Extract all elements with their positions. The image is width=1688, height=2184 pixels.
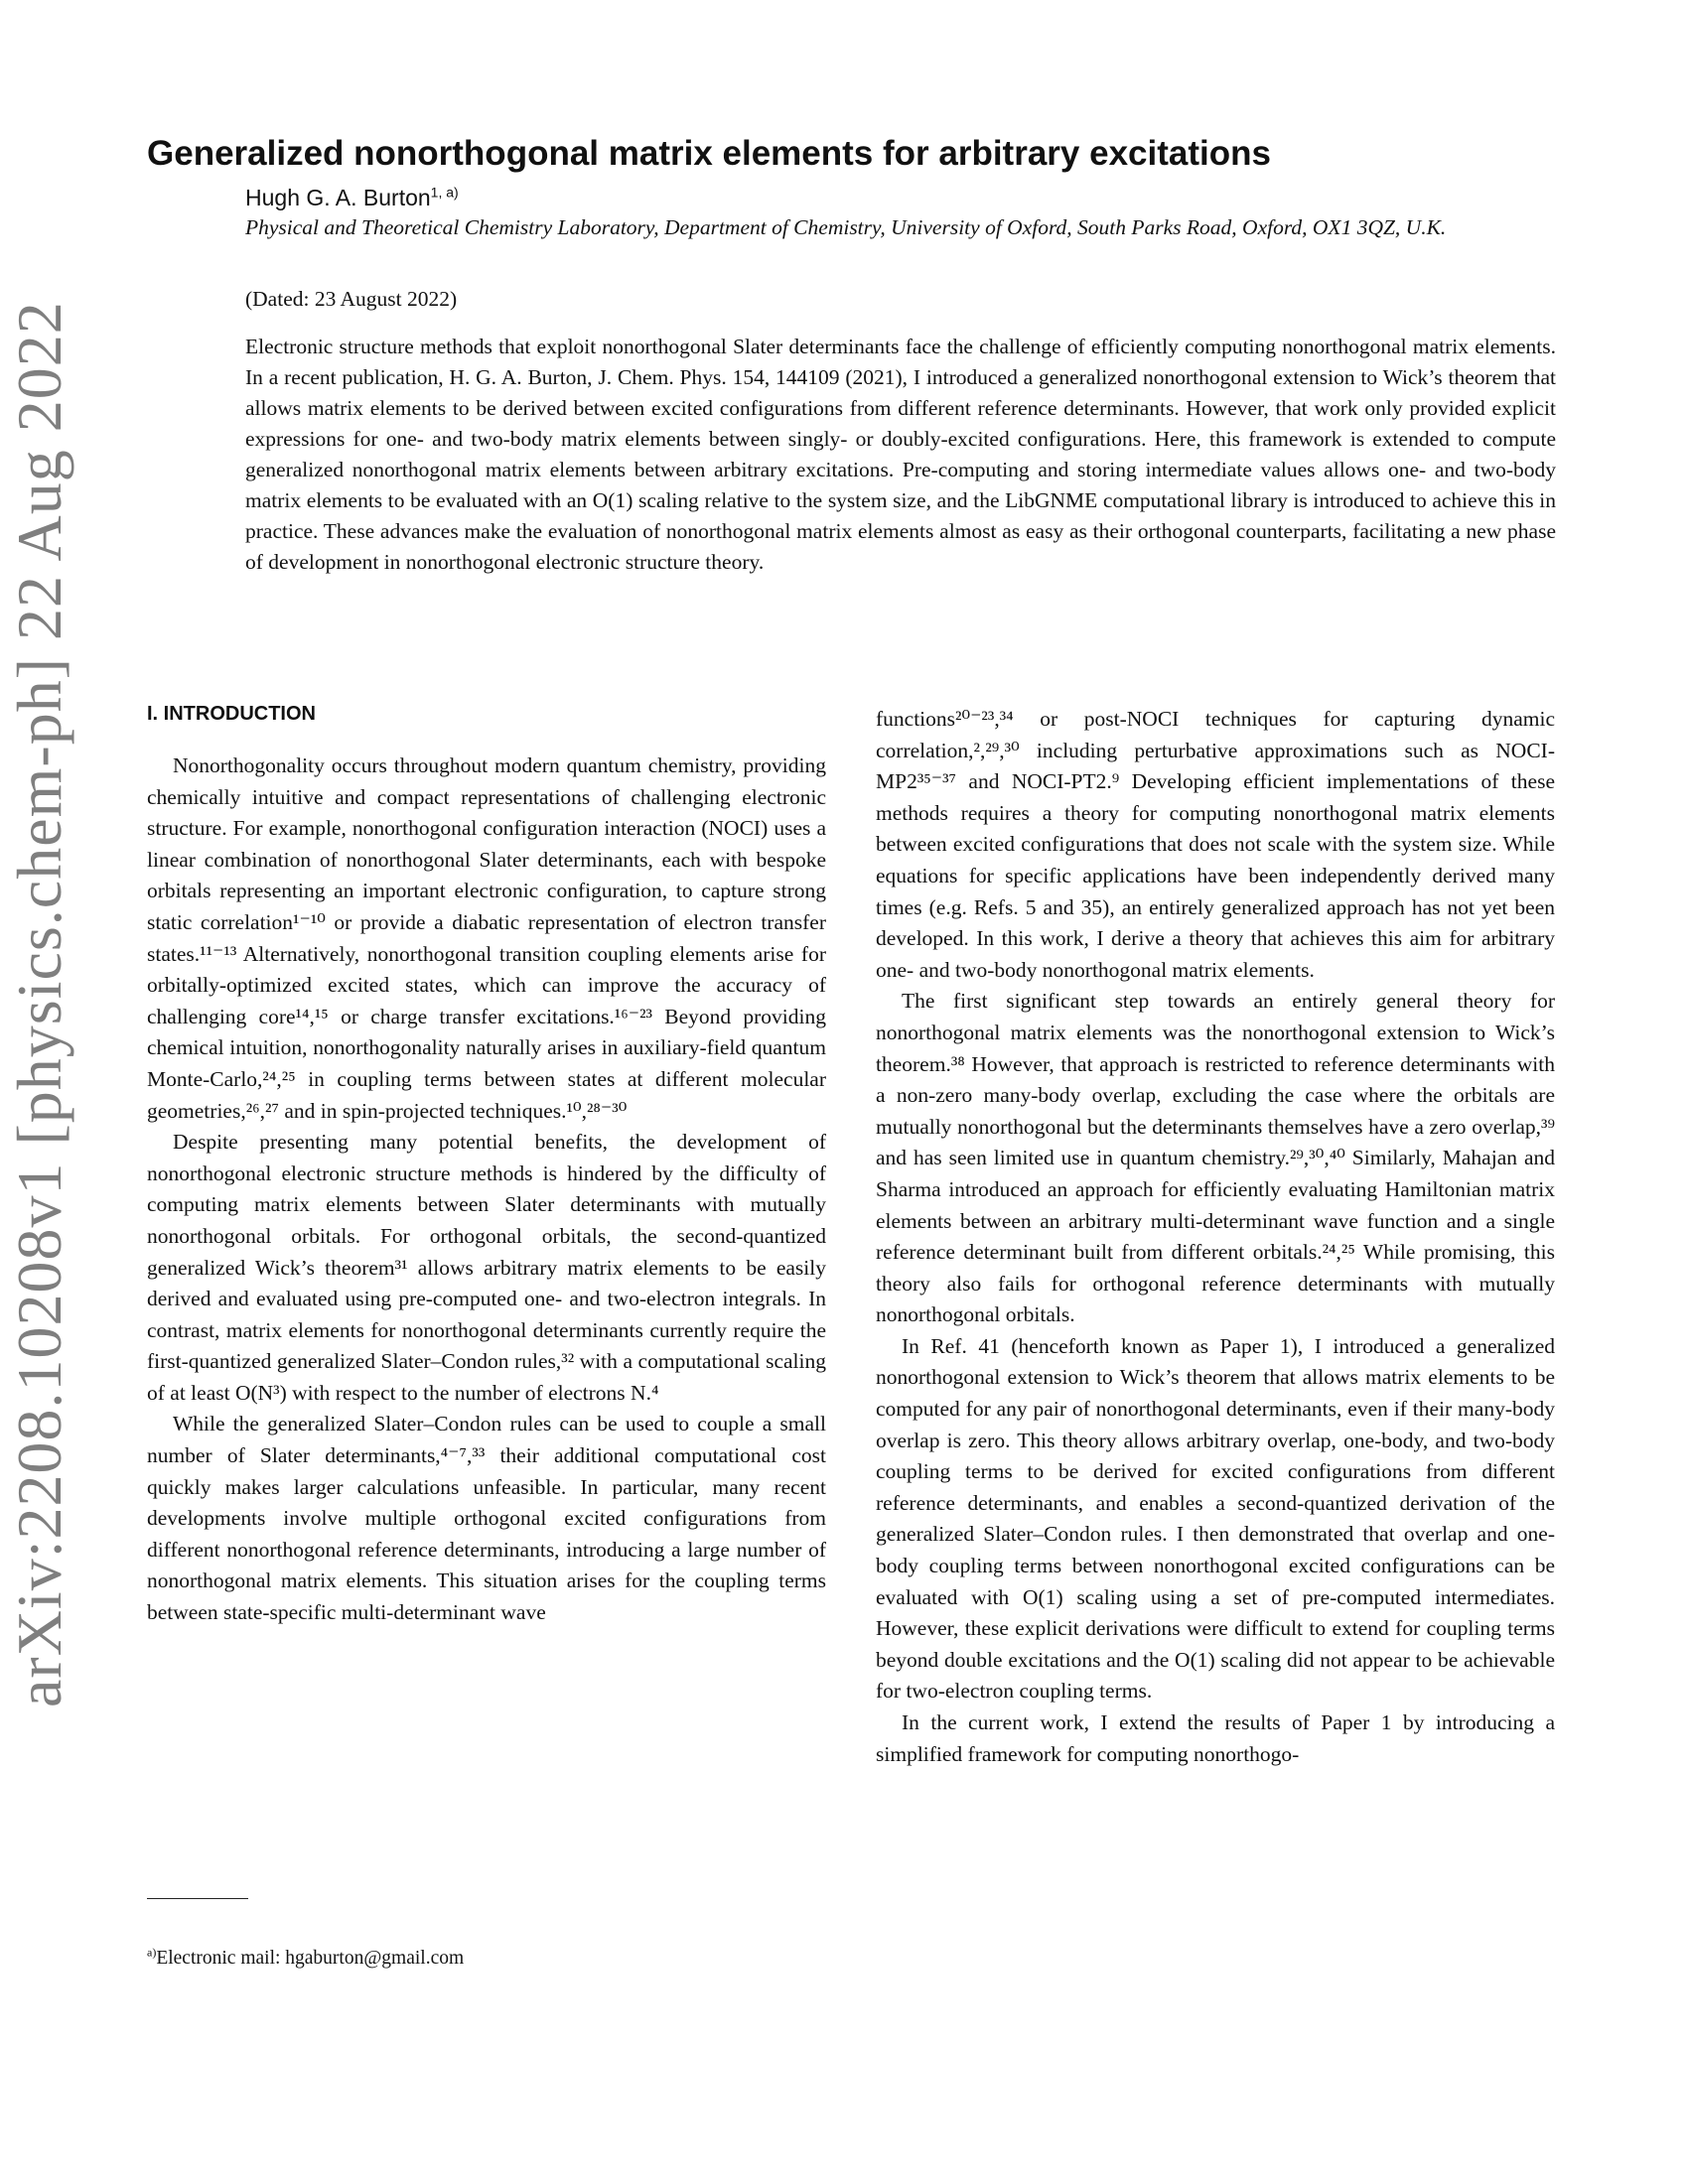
author-name: Hugh G. A. Burton (245, 185, 431, 210)
intro-paragraph-3: While the generalized Slater–Condon rules can be used to couple a small number of Slater determinants,⁴⁻⁷,³³ their additional computational cost quickly makes larger calculations unfeasible. In particular, many recent developments involve multiple orthogonal excited configurations from different nonorthogonal reference determinants, introducing a large number of nonorthogonal matrix elements. This situation arises for the coupling terms between state-specific multi-determinant wave (147, 1412, 826, 1625)
left-column (147, 751, 826, 1629)
footnote-divider (147, 1898, 248, 1899)
arxiv-identifier-stamp: arXiv:2208.10208v1 [physics.chem-ph] 22 Aug 2022 (4, 301, 74, 1707)
intro-paragraph-1: Nonorthogonality occurs throughout modern quantum chemistry, providing chemically intuitive and compact representations of challenging electronic structure. For example, nonorthogonal configuration interaction (NOCI) uses a linear combination of nonorthogonal Slater determinants, each with bespoke orbitals representing an important electronic configuration, to capture strong static correlation¹⁻¹⁰ or provide a diabatic representation of electron transfer states.¹¹⁻¹³ Alternatively, nonorthogonal transition coupling elements arise for orbitally-optimized excited states, which can improve the accuracy of challenging core¹⁴,¹⁵ or charge transfer excitations.¹⁶⁻²³ Beyond providing chemical intuition, nonorthogonality naturally arises in auxiliary-field quantum Monte-Carlo,²⁴,²⁵ in coupling terms between states at different molecular geometries,²⁶,²⁷ and in spin-projected techniques.¹⁰,²⁸⁻³⁰ (147, 753, 826, 1123)
intro-paragraph-4: The first significant step towards an entirely general theory for nonorthogonal matrix elements was the nonorthogonal extension to Wick’s theorem.³⁸ However, that approach is restricted to reference determinants with a non-zero many-body overlap, excluding the case where the orbitals are mutually nonorthogonal but the determinants themselves have a zero overlap,³⁹ and has seen limited use in quantum chemistry.²⁹,³⁰,⁴⁰ Similarly, Mahajan and Sharma introduced an approach for efficiently evaluating Hamiltonian matrix elements between an arbitrary multi-determinant wave function and a single reference determinant built from different orbitals.²⁴,²⁵ While promising, this theory also fails for orthogonal reference determinants with mutually nonorthogonal orbitals. (876, 989, 1555, 1327)
author-affil-mark: 1, a) (430, 184, 459, 201)
date-line: (Dated: 23 August 2022) (245, 287, 458, 311)
author-line (245, 183, 459, 212)
footnote-mark: a) (147, 1945, 157, 1960)
right-column (876, 704, 1555, 1770)
intro-paragraph-5: In Ref. 41 (henceforth known as Paper 1), I introduced a generalized nonorthogonal extension to Wick’s theorem that allows matrix elements to be computed for any pair of nonorthogonal determinants, even if their many-body overlap is zero. This theory allows arbitrary overlap, one-body, and two-body coupling terms to be derived for excited configurations from different reference determinants, and enables a second-quantized derivation of the generalized Slater–Condon rules. I then demonstrated that overlap and one-body coupling terms between nonorthogonal excited configurations can be evaluated with O(1) scaling using a set of pre-computed intermediates. However, these explicit derivations were difficult to extend for coupling terms beyond double excitations and the O(1) scaling did not appear to be achievable for two-electron coupling terms. (876, 1333, 1555, 1704)
author-affiliation: Physical and Theoretical Chemistry Laboratory, Department of Chemistry, University of Oxford, South Parks Road, Oxford, OX1 3QZ, U.K. (245, 215, 1447, 239)
intro-paragraph-2: Despite presenting many potential benefits, the development of nonorthogonal electronic structure methods is hindered by the difficulty of computing matrix elements between Slater determinants with mutually nonorthogonal orbitals. For orthogonal orbitals, the second-quantized generalized Wick’s theorem³¹ allows arbitrary matrix elements to be easily derived and evaluated using pre-computed one- and two-electron integrals. In contrast, matrix elements for nonorthogonal determinants currently require the first-quantized generalized Slater–Condon rules,³² with a computational scaling of at least O(N³) with respect to the number of electrons N.⁴ (147, 1130, 826, 1405)
footnote-email-text: Electronic mail: hgaburton@gmail.com (156, 1948, 465, 1969)
paper-title: Generalized nonorthogonal matrix elements for arbitrary excitations (147, 134, 1271, 173)
intro-paragraph-6: In the current work, I extend the results of Paper 1 by introducing a simplified framework for computing nonorthogo- (876, 1710, 1555, 1766)
intro-paragraph-3-continued: functions²⁰⁻²³,³⁴ or post-NOCI techniques for capturing dynamic correlation,²,²⁹,³⁰ including perturbative approximations such as NOCI-MP2³⁵⁻³⁷ and NOCI-PT2.⁹ Developing efficient implementations of these methods requires a theory for computing nonorthogonal matrix elements between excited configurations that does not scale with the system size. While equations for specific applications have been independently derived many times (e.g. Refs. 5 and 35), an entirely generalized approach has not yet been developed. In this work, I derive a theory that achieves this aim for arbitrary one- and two-body nonorthogonal matrix elements. (876, 707, 1555, 982)
footnote (147, 1946, 826, 1972)
abstract: Electronic structure methods that exploit nonorthogonal Slater determinants face the challenge of efficiently computing nonorthogonal matrix elements. In a recent publication, H. G. A. Burton, J. Chem. Phys. 154, 144109 (2021), I introduced a generalized nonorthogonal extension to Wick’s theorem that allows matrix elements to be derived between excited configurations from different reference determinants. However, that work only provided explicit expressions for one- and two-body matrix elements between singly- or doubly-excited configurations. Here, this framework is extended to compute generalized nonorthogonal matrix elements between arbitrary excitations. Pre-computing and storing intermediate values allows one- and two-body matrix elements to be evaluated with an O(1) scaling relative to the system size, and the LibGNME computational library is introduced to achieve this in practice. These advances make the evaluation of nonorthogonal matrix elements almost as easy as their orthogonal counterparts, facilitating a new phase of development in nonorthogonal electronic structure theory. (245, 335, 1556, 574)
section-heading-introduction: I. INTRODUCTION (147, 703, 316, 725)
